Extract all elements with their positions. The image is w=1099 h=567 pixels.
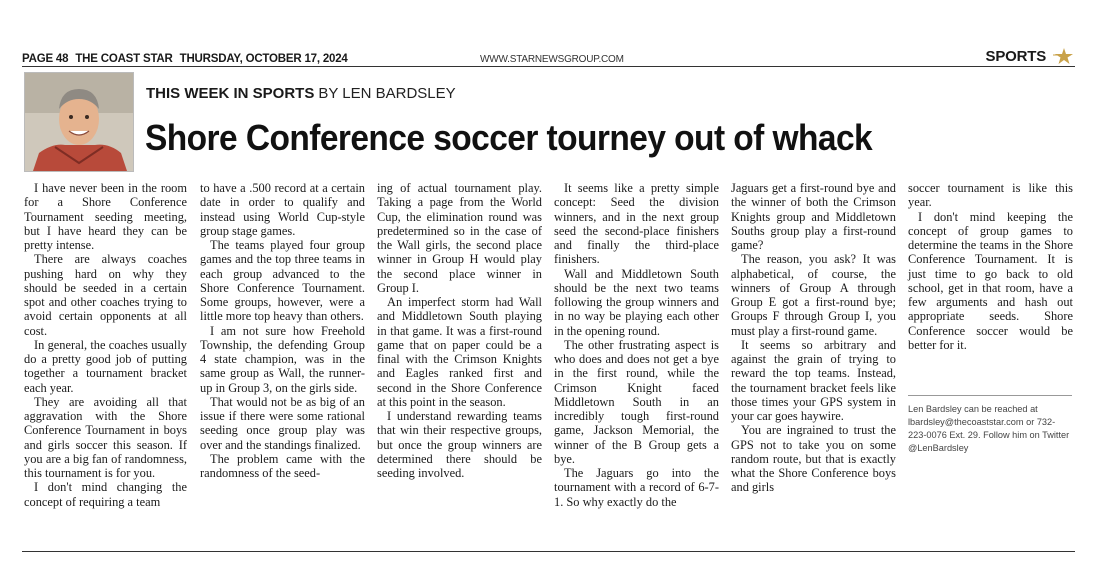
article-column-4 <box>554 181 719 509</box>
paragraph: They are avoiding all that aggravation with the Shore Conference Tournament in boys and girls soccer this season. If you are a big fan of randomness, this tournament is for you. <box>24 394 187 480</box>
paragraph: I understand rewarding teams that win their respective groups, but once the group winners are determined there should be seeding involved. <box>377 409 542 480</box>
paragraph: Wall and Middletown South should be the next two teams following the group winners and in no way be playing each other in the opening round. <box>554 266 719 338</box>
article-column-5 <box>731 181 896 495</box>
paragraph: There are always coaches pushing hard on why they should be seeded in a certain spot and other coaches trying to avoid certain opponents at all cost. <box>24 252 187 338</box>
paragraph: I don't mind changing the concept of requiring a team <box>24 480 187 509</box>
paragraph: I have never been in the room for a Shore Conference Tournament seeding meeting, but I have heard they can be pretty intense. <box>24 181 187 252</box>
issue-date: THURSDAY, OCTOBER 17, 2024 <box>179 53 348 65</box>
footer-rule <box>22 551 1075 552</box>
byline: BY LEN BARDSLEY <box>318 85 456 102</box>
paragraph: You are ingrained to trust the GPS not to take you on some random route, but that is exactly what the Shore Conference boys and girls <box>731 423 896 495</box>
article-column-2 <box>200 181 365 480</box>
page-header <box>22 47 1075 66</box>
article-column-1 <box>24 181 187 509</box>
article-column-6 <box>908 181 1073 352</box>
paragraph: I don't mind keeping the concept of group games to determine the teams in the Shore Conference Tournament. It is just time to go back to old school, get in that room, have a few arguments and hash out appropriate seeds. Shore Conference soccer would be better for it. <box>908 209 1073 352</box>
column-name: THIS WEEK IN SPORTS <box>146 85 315 102</box>
author-bio: Len Bardsley can be reached at lbardsley@thecoaststar.com or 732-223-0076 Ext. 29. Follow him on Twitter @LenBardsley <box>908 404 1070 453</box>
paragraph: The problem came with the randomness of the seed- <box>200 451 365 480</box>
paragraph: The Jaguars go into the tournament with a record of 6-7-1. So why exactly do the <box>554 466 719 509</box>
newspaper-name: THE COAST STAR <box>75 53 173 65</box>
headline: Shore Conference soccer tourney out of whack <box>145 117 873 158</box>
paragraph: Jaguars get a first-round bye and the winner of both the Crimson Knights group and Middletown Souths group play a first-round game? <box>731 181 896 252</box>
section-label <box>986 47 1075 65</box>
columnist-photo <box>24 72 134 172</box>
bio-rule <box>908 395 1072 396</box>
paragraph: It seems so arbitrary and against the grain of trying to reward the top teams. Instead, the tournament bracket feels like those times your GPS system in your car goes haywire. <box>731 337 896 423</box>
folio <box>22 53 352 65</box>
page-number: PAGE 48 <box>22 53 69 65</box>
paragraph: That would not be as big of an issue if there were some rational seeding once group play was over and the standings finalized. <box>200 394 365 452</box>
paragraph: The reason, you ask? It was alphabetical, of course, the winners of Group A through Group E got a first-round bye; Groups F through Group I, you must play a first-round game. <box>731 252 896 338</box>
paragraph: The other frustrating aspect is who does and does not get a bye in the first round, while the Crimson Knight faced Middletown South in an incredibly tough first-round game, Jackson Memorial, the winner of the B Group gets a bye. <box>554 337 719 466</box>
paragraph: soccer tournament is like this year. <box>908 181 1073 210</box>
paragraph: ing of actual tournament play. Taking a page from the World Cup, the elimination round was predetermined so in the case of the Wall girls, the second place winner in Group H would play the second place winner in Group I. <box>377 181 542 295</box>
paragraph: It seems like a pretty simple concept: Seed the division winners, and in the next group seed the second-place finishers and finally the third-place finishers. <box>554 181 719 267</box>
paragraph: An imperfect storm had Wall and Middletown South playing in that game. It was a first-round game that on paper could be a final with the Crimson Knights and Eagles ranked first and second in the Shore Conference at this point in the season. <box>377 295 542 409</box>
paragraph: I am not sure how Freehold Township, the defending Group 4 state champion, was in the same group as Wall, the runner-up in Group 3, on the girls side. <box>200 323 365 395</box>
star-icon <box>1049 47 1075 65</box>
paragraph: The teams played four group games and the top three teams in each group advanced to the Shore Conference Tournament. Some groups, however, were a little more top heavy than others. <box>200 238 365 324</box>
website-url[interactable]: WWW.STARNEWSGROUP.COM <box>480 54 624 65</box>
paragraph: In general, the coaches usually do a pretty good job of putting together a tournament bracket each year. <box>24 337 187 395</box>
paragraph: to have a .500 record at a certain date in order to qualify and instead using World Cup-style group stage games. <box>200 181 365 238</box>
column-kicker <box>146 85 456 102</box>
section-name: SPORTS <box>985 47 1046 65</box>
article-column-3 <box>377 181 542 480</box>
header-rule <box>22 66 1075 67</box>
